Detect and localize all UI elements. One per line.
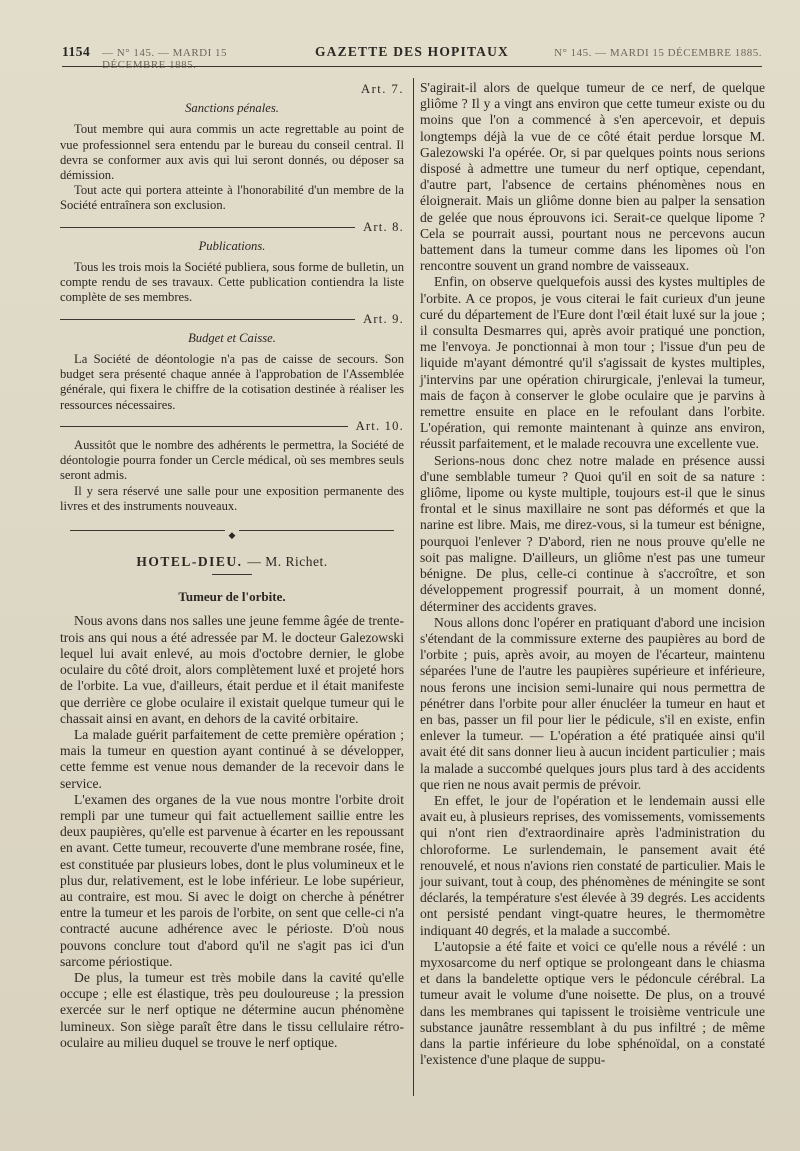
article-9-subtitle: Budget et Caisse.	[188, 330, 276, 345]
article-8-title: Art. 8.	[363, 219, 404, 234]
issue-info-right: N° 145. — MARDI 15 DÉCEMBRE 1885.	[554, 47, 762, 59]
article-9-title: Art. 9.	[363, 311, 404, 326]
article-7-title: Art. 7.	[360, 82, 404, 96]
article-7-subtitle: Sanctions pénales.	[185, 101, 279, 116]
page-header	[62, 44, 762, 71]
article-8-heading	[60, 220, 404, 235]
body-paragraph: S'agirait-il alors de quelque tumeur de ce nerf, de quelque gliôme ? Il y a vingt ans environ que cette tumeur existe ou du moins que l'on a commencé à s'en apercevoir, et depuis longtemps déjà la vue de ce côté était perdue lorsque M. Galezowski l'a opérée. Or, si par quelques points nous serions disposé à admettre une tumeur du nerf optique, cependant, d'autre part, l'absence de certains phénomènes nous en éloignerait. Mais un gliôme donne bien au palper la sensation de gelée que nous éprouvons ici. Serait-ce quelque lipome ? Cela se pourrait aussi, pourtant nous ne percevons aucun battement dans la tumeur comme dans les lipomes où l'on rencontre souvent un grand nombre de vaisseaux.	[420, 80, 765, 274]
body-paragraph: De plus, la tumeur est très mobile dans la cavité qu'elle occupe ; elle est élastique, très peu douloureuse ; la pression exercée sur le nerf optique ne détermine aucun phénomène lumineux. Son siège paraît être dans le tissu cellulaire rétro-oculaire au milieu duquel se trouve le nerf optique.	[60, 969, 404, 1050]
body-paragraph: L'autopsie a été faite et voici ce qu'elle nous a révélé : un myxosarcome du nerf optique se prolongeant dans le chiasma et dans la bandelette optique vers le pédoncule cérébral. La tumeur avait le volume d'une noisette. De plus, on a trouvé dans les membranes qui tapissent le troisième ventricule une substance jaunâtre ressemblant à du pus infiltré ; de même dans la partie inférieure du lobe sphénoïdal, on a constaté l'existence d'une plaque de suppu-	[420, 938, 765, 1068]
body-paragraph: Enfin, on observe quelquefois aussi des kystes multiples de l'orbite. A ce propos, je vous citerai le fait curieux d'un jeune curé du département de l'Eure dont l'œil était luxé sur la joue ; il consulta Desmarres qui, après avoir pratiqué une ponction, me l'envoya. Je ponctionnai à mon tour ; l'issue d'un peu de liquide m'ayant démontré qu'il s'agissait de kystes multiples, j'intervins par une opération chirurgicale, j'enlevai la tumeur, mais de façon à conserver le globe oculaire que je parvins à remettre ensuite en place en le refoulant dans l'orbite. L'opération, qui remonte maintenant à quinze ans environ, réussit parfaitement, et le malade recouvra une excellente vue.	[420, 274, 765, 452]
article-10-title: Art. 10.	[355, 418, 404, 433]
body-paragraph: Serions-nous donc chez notre malade en présence aussi d'une semblable tumeur ? Quoi qu'il en soit de sa nature : gliôme, lipome ou kyste multiple, toujours est-il que le sinus frontal et le sinus maxillaire ne sont pas déformés et que la narine est libre. Mais, me direz-vous, si la tumeur est bénigne, pourquoi l'enlever ? D'abord, rien ne nous prouve qu'elle ne soit pas maligne. D'ailleurs, un gliôme n'est pas une tumeur bénigne. De plus, celle-ci continue à s'accroître, et son développement progressif pourrait, à un moment donné, déterminer des accidents graves.	[420, 452, 765, 614]
hospital-name: HOTEL-DIEU.	[136, 554, 243, 570]
header-rule	[62, 66, 762, 67]
body-paragraph: En effet, le jour de l'opération et le lendemain aussi elle avait eu, à plusieurs reprises, des vomissements, vomissements qui n'ont rien d'extraordinaire après l'administration du chloroforme. Le surlendemain, le pansement avait été renouvelé, et nous n'avions rien constaté de particulier. Mais le jour suivant, tout à coup, des phénomènes de méningite se sont déclarés, la température s'est élevée à 39 degrés. Les accidents ont persisté pendant vingt-quatre heures, le thermomètre indiquant 40 degrés, et la malade a succombé.	[420, 792, 765, 938]
section-subject: Tumeur de l'orbite.	[178, 589, 286, 605]
section-author: — M. Richet.	[247, 554, 328, 570]
article-9-paragraph: La Société de déontologie n'a pas de caisse de secours. Son budget sera présenté chaque année à l'approbation de l'Assemblée générale, qui fixera le chiffre de la cotisation destinée à réaliser les ressources nécessaires.	[60, 352, 404, 412]
body-paragraph: Nous avons dans nos salles une jeune femme âgée de trente-trois ans qui nous a été adressée par M. le docteur Galezowski lequel lui avait enlevé, au mois d'octobre dernier, le globe oculaire du côté droit, alors complètement luxé et projeté hors de l'orbite. La vue, d'ailleurs, était perdue et il était manifeste que derrière ce globe oculaire il existait quelque tumeur qui le chassait ainsi en avant, en dehors de la cavité orbitaire.	[60, 613, 404, 726]
article-10-paragraph: Aussitôt que le nombre des adhérents le permettra, la Société de déontologie pourra fonder un Cercle médical, où ses membres seuls seront admis.	[60, 438, 404, 483]
short-rule	[212, 574, 252, 575]
article-8-paragraph: Tous les trois mois la Société publiera, sous forme de bulletin, un compte rendu de ses travaux. Cette publication contiendra la liste complète de ses membres.	[60, 260, 404, 305]
journal-title: GAZETTE DES HOPITAUX	[314, 44, 510, 59]
page-number: 1154	[62, 44, 91, 59]
left-column	[60, 80, 404, 1051]
article-8-subtitle: Publications.	[198, 238, 266, 253]
article-9-heading	[60, 312, 404, 327]
section-heading	[60, 554, 404, 570]
article-7-paragraph: Tout acte qui portera atteinte à l'honorabilité d'un membre de la Société entraînera son exclusion.	[60, 183, 404, 213]
issue-info-left: — N° 145. — MARDI 15 DÉCEMBRE 1885.	[102, 47, 228, 71]
body-paragraph: L'examen des organes de la vue nous montre l'orbite droit rempli par une tumeur qui fait actuellement saillie entre les deux paupières, qu'elle est parvenue à écarter en les repoussant en avant. Cette tumeur, recouverte d'une membrane rosée, fine, est constituée par plusieurs lobes, dont le plus volumineux et le plus dur, relativement, est le lobe inférieur. Le lobe supérieur, au contraire, est mou. Si avec le doigt on cherche à pénétrer entre la tumeur et les parois de l'orbite, on sent que celle-ci n'a contracté aucune adhérence avec le périoste. D'où nous pouvons conclure tout d'abord qu'il ne s'agit pas ici d'un sarcome périostique.	[60, 791, 404, 969]
section-divider: ◆	[60, 526, 404, 534]
body-paragraph: Nous allons donc l'opérer en pratiquant d'abord une incision s'étendant de la commissure externe des paupières au bord de l'orbite ; puis, après avoir, au moyen de l'écarteur, maintenu séparées l'une de l'autre les paupières supérieure et inférieure, nous ferons une incision semi-lunaire qui nous permettra de pénétrer dans l'orbite pour aller énucléer la tumeur en haut et en bas, passer un fil pour lier le pédicule, s'il en existe, enfin enlever la tumeur. — L'opération a été pratiquée ainsi qu'il avait été dit sans donner lieu à aucun incident particulier ; mais la malade a succombé quelques jours plus tard à des accidents que rien ne nous avait permis de prévoir.	[420, 614, 765, 792]
article-10-heading	[60, 419, 404, 434]
article-10-paragraph: Il y sera réservé une salle pour une exposition permanente des livres et des instruments nouveaux.	[60, 483, 404, 513]
body-paragraph: La malade guérit parfaitement de cette première opération ; mais la tumeur en question ayant continué à se développer, cette femme est venue nous demander de la recevoir dans le service.	[60, 726, 404, 791]
column-divider	[413, 78, 414, 1096]
right-column	[420, 80, 765, 1068]
article-7-paragraph: Tout membre qui aura commis un acte regrettable au point de vue professionnel sera entendu par le bureau du conseil central. Il devra se conformer aux avis qui lui seront donnés, ou déposer sa démission.	[60, 122, 404, 183]
